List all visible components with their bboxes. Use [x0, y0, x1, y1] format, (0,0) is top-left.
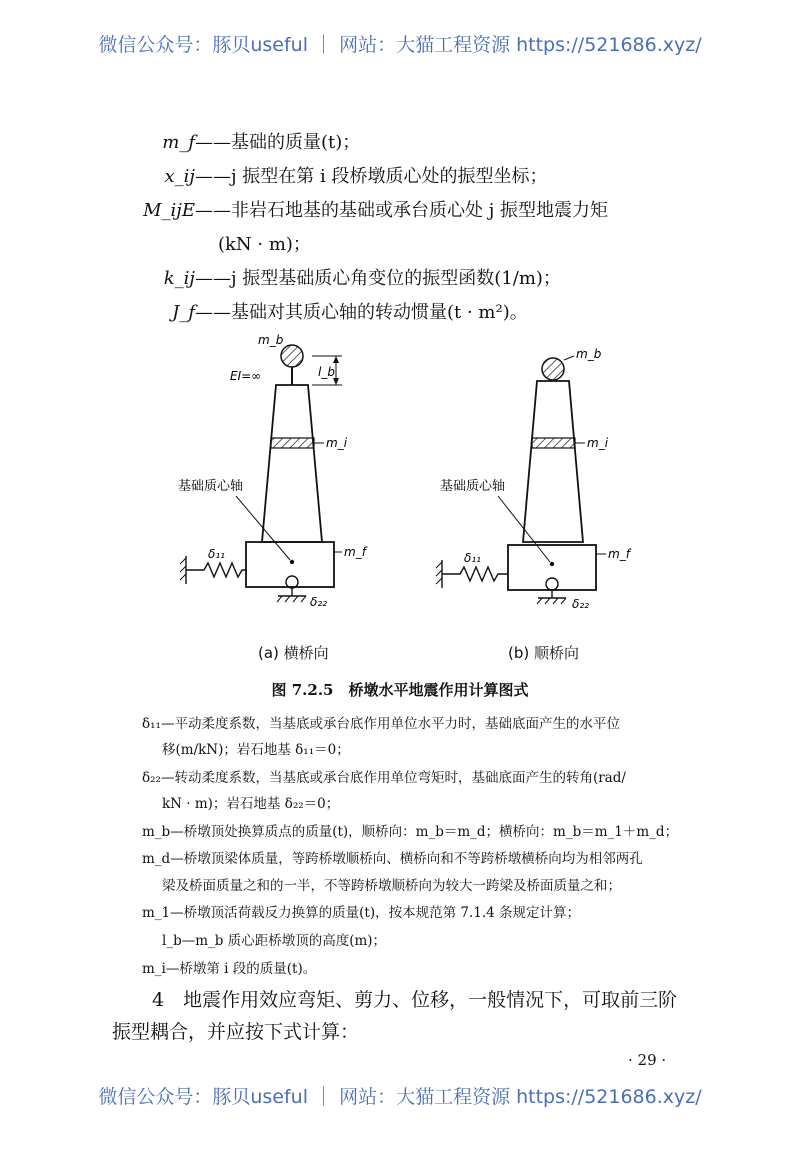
watermark-bottom: 微信公众号：豚贝useful ｜ 网站：大猫工程资源 https://521686.xyz/ [98, 1086, 702, 1108]
note-line: m_1—桥墩顶活荷载反力换算的质量(t)，按本规范第 7.1.4 条规定计算； [142, 905, 581, 921]
symbol: M_ijE [143, 200, 195, 221]
caption-b: (b) 顺桥向 [508, 644, 579, 662]
figure-caption: 图 7.2.5 桥墩水平地震作用计算图式 [271, 681, 529, 699]
definition-kij [120, 264, 561, 290]
right-pier [436, 347, 632, 611]
label-ei-left: EI=∞ [230, 369, 262, 383]
label-mb-left: m_b [258, 333, 284, 347]
definition-mije [120, 196, 608, 222]
symbol: k_ij [163, 268, 195, 289]
foundation-left [246, 542, 334, 587]
mass-ball-right [542, 358, 564, 380]
label-mf-right: m_f [608, 547, 630, 561]
note-line: 移(m/kN)；岩石地基 δ₁₁＝0； [162, 742, 350, 758]
definition-xij [120, 162, 548, 188]
spring-left [186, 563, 246, 577]
label-axis-right: 基础质心轴 [440, 479, 506, 494]
definition-text: ——j 振型在第 i 段桥墩质心处的振型坐标； [195, 166, 548, 187]
label-mb-right: m_b [576, 347, 602, 361]
foundation-right [508, 545, 596, 590]
mass-ball-left [281, 345, 303, 367]
note-line: l_b—m_b 质心距桥墩顶的高度(m)； [162, 933, 387, 949]
definition-text: ——基础对其质心轴的转动惯量(t · m²)。 [195, 302, 528, 323]
label-axis-left: 基础质心轴 [178, 479, 244, 494]
note-line: kN · m)；岩石地基 δ₂₂＝0； [162, 796, 340, 812]
label-mi-right: m_i [587, 436, 609, 450]
definition-text: ——基础的质量(t)； [195, 132, 361, 153]
definition-text: ——j 振型基础质心角变位的振型函数(1/m)； [195, 268, 561, 289]
pier-body-right [523, 381, 583, 542]
paragraph-line-1: 4 地震作用效应弯矩、剪力、位移，一般情况下，可取前三阶 [152, 989, 678, 1011]
label-d11-right: δ₁₁ [464, 551, 481, 565]
pier-diagram [0, 330, 800, 630]
label-lb-left: l_b [318, 365, 335, 379]
symbol: J_f [172, 302, 195, 323]
label-mf-left: m_f [344, 545, 366, 559]
label-d22-right: δ₂₂ [572, 597, 589, 611]
note-line: δ₂₂—转动柔度系数，当基底或承台底作用单位弯矩时，基础底面产生的转角(rad/ [142, 770, 626, 786]
symbol: m_f [162, 132, 195, 153]
definition-text: (kN · m)； [218, 234, 311, 255]
definition-text: ——非岩石地基的基础或承台质心处 j 振型地震力矩 [195, 200, 609, 221]
note-line: m_b—桥墩顶处换算质点的质量(t)，顺桥向：m_b＝m_d；横桥向：m_b＝m_1＋m_d； [142, 824, 679, 840]
page-number: · 29 · [628, 1051, 667, 1069]
definition-mf [120, 128, 360, 154]
paragraph-line-2: 振型耦合，并应按下式计算： [112, 1021, 360, 1043]
definition-jf [120, 298, 528, 324]
label-d22-left: δ₂₂ [310, 595, 327, 609]
label-mi-left: m_i [326, 436, 348, 450]
note-line: m_i—桥墩第 i 段的质量(t)。 [142, 961, 317, 977]
label-d11-left: δ₁₁ [208, 547, 225, 561]
watermark-top: 微信公众号：豚贝useful ｜ 网站：大猫工程资源 https://521686.xyz/ [98, 34, 702, 56]
note-line: m_d—桥墩顶梁体质量，等跨桥墩顺桥向、横桥向和不等跨桥墩横桥向均为相邻两孔 [142, 851, 643, 867]
symbol: x_ij [164, 166, 195, 187]
pier-body-left [262, 385, 322, 542]
note-line: 梁及桥面质量之和的一半，不等跨桥墩顺桥向为较大一跨梁及桥面质量之和； [162, 878, 621, 894]
note-line: δ₁₁—平动柔度系数，当基底或承台底作用单位水平力时，基础底面产生的水平位 [142, 716, 620, 732]
caption-a: (a) 横桥向 [258, 644, 329, 662]
spring-right [442, 567, 508, 581]
definition-continuation [120, 230, 311, 256]
left-pier [178, 333, 368, 609]
